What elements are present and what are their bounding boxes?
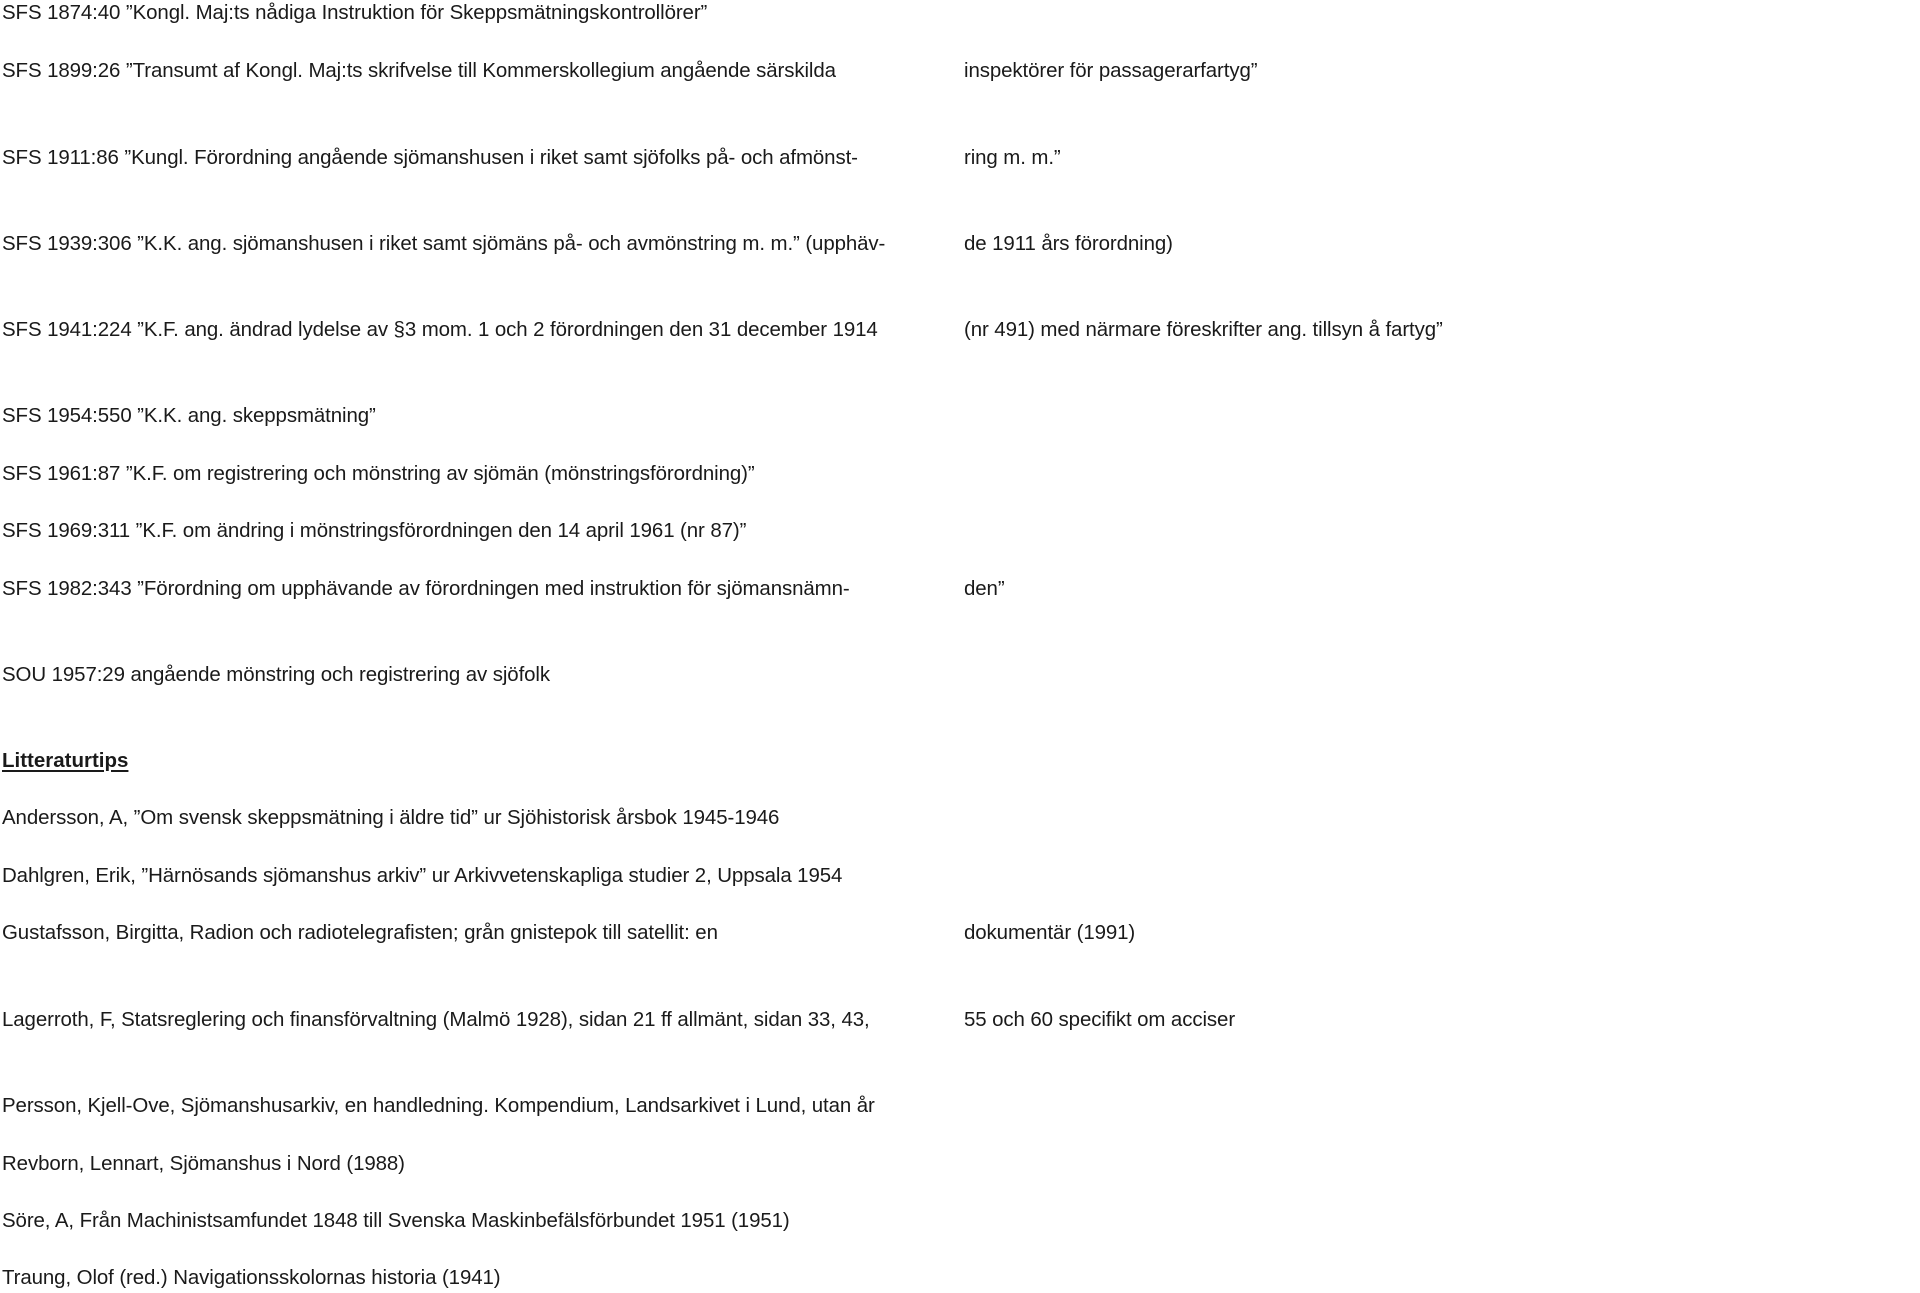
statute-line: (nr 491) med närmare föreskrifter ang. tillsyn å fartyg” <box>963 318 1443 341</box>
literature-item <box>2 918 1135 947</box>
literature-line: 55 och 60 specifikt om acciser <box>963 1008 1235 1031</box>
literature-line: Gustafsson, Birgitta, Radion och radiotelegrafisten; grån gnistepok till satellit: en <box>2 921 718 944</box>
statute-entry <box>2 516 958 545</box>
literature-line: Söre, A, Från Machinistsamfundet 1848 till Svenska Maskinbefälsförbundet 1951 (1951) <box>2 1209 790 1232</box>
literature-item <box>2 861 958 890</box>
statute-entry <box>2 459 958 488</box>
literature-item <box>2 1005 1235 1034</box>
statute-line: inspektörer för passagerarfartyg” <box>963 59 1258 82</box>
statute-entry <box>2 574 1005 603</box>
literature-heading: Litteraturtips <box>2 749 129 772</box>
literature-line: dokumentär (1991) <box>963 921 1135 944</box>
statute-entry <box>2 56 1258 85</box>
statute-line: SFS 1911:86 ”Kungl. Förordning angående sjömanshusen i riket samt sjöfolks på- och afmönst- <box>2 146 858 169</box>
statute-entry <box>2 0 958 27</box>
statute-entry <box>2 315 1443 344</box>
statute-line: SFS 1941:224 ”K.F. ang. ändrad lydelse av §3 mom. 1 och 2 förordningen den 31 december 1914 <box>2 318 878 341</box>
literature-line: Dahlgren, Erik, ”Härnösands sjömanshus arkiv” ur Arkivvetenskapliga studier 2, Uppsala 1954 <box>2 864 843 887</box>
statute-line: SFS 1969:311 ”K.F. om ändring i mönstringsförordningen den 14 april 1961 (nr 87)” <box>2 519 747 542</box>
statute-line: SFS 1982:343 ”Förordning om upphävande av förordningen med instruktion för sjömansnämn- <box>2 577 850 600</box>
literature-item <box>2 1263 958 1292</box>
statute-entry <box>2 229 1173 258</box>
statute-line: SFS 1954:550 ”K.K. ang. skeppsmätning” <box>2 404 376 427</box>
statute-line: den” <box>963 577 1005 600</box>
literature-line: Andersson, A, ”Om svensk skeppsmätning i äldre tid” ur Sjöhistorisk årsbok 1945-1946 <box>2 806 780 829</box>
literature-item <box>2 1091 958 1120</box>
literature-line: Persson, Kjell-Ove, Sjömanshusarkiv, en handledning. Kompendium, Landsarkivet i Lund, utan år <box>2 1094 875 1117</box>
statute-entry <box>2 660 958 689</box>
statute-line: SFS 1899:26 ”Transumt af Kongl. Maj:ts skrifvelse till Kommerskollegium angående särskilda <box>2 59 836 82</box>
statute-entry <box>2 143 1061 172</box>
statute-line: ring m. m.” <box>963 146 1061 169</box>
literature-item <box>2 1206 958 1235</box>
literature-item <box>2 803 958 832</box>
statute-line: SFS 1961:87 ”K.F. om registrering och mönstring av sjömän (mönstringsförordning)” <box>2 462 755 485</box>
statute-line: SFS 1939:306 ”K.K. ang. sjömanshusen i riket samt sjömäns på- och avmönstring m. m.” (upphäv- <box>2 232 886 255</box>
statute-line: SFS 1874:40 ”Kongl. Maj:ts nådiga Instruktion för Skeppsmätningskontrollörer” <box>2 1 708 24</box>
statute-line: SOU 1957:29 angående mönstring och registrering av sjöfolk <box>2 663 551 686</box>
statute-entry <box>2 401 958 430</box>
literature-line: Revborn, Lennart, Sjömanshus i Nord (1988) <box>2 1152 405 1175</box>
literature-item <box>2 1149 958 1178</box>
literature-line: Traung, Olof (red.) Navigationsskolornas historia (1941) <box>2 1266 501 1289</box>
statute-line: de 1911 års förordning) <box>963 232 1173 255</box>
literature-line: Lagerroth, F, Statsreglering och finansförvaltning (Malmö 1928), sidan 21 ff allmänt, sidan 33, 43, <box>2 1008 870 1031</box>
